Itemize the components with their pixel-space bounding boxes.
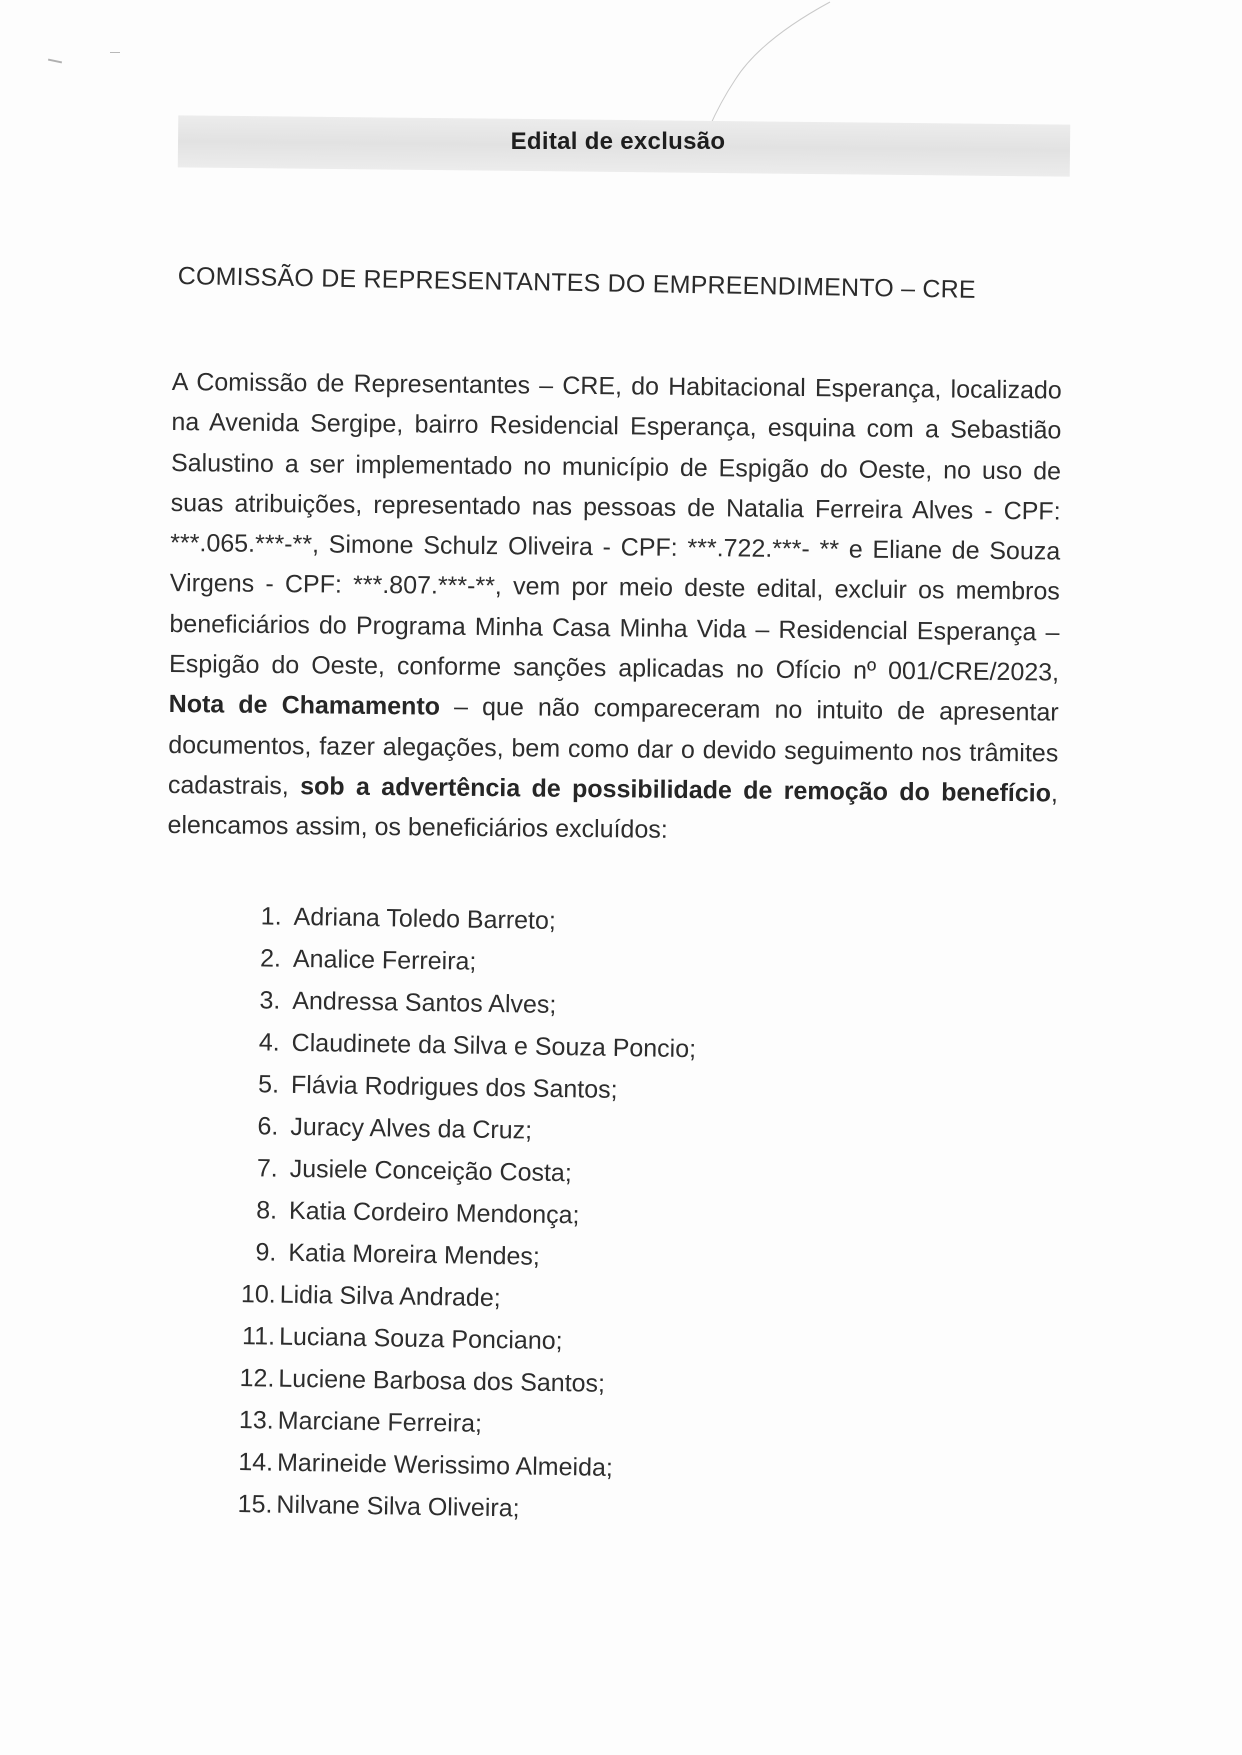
list-item-name: Katia Moreira Mendes; [288,1238,541,1271]
list-item [234,1231,693,1280]
excluded-beneficiaries-list [230,895,698,1532]
list-item-name: Flávia Rodrigues dos Santos; [290,1070,618,1104]
list-item [231,1441,690,1490]
list-item [239,937,698,986]
commission-heading: COMISSÃO DE REPRESENTANTES DO EMPREENDIMENTO – CRE [177,262,976,304]
list-item-number: 8. [255,1196,278,1225]
list-item-name: Adriana Toledo Barreto; [293,902,557,935]
scan-speck [48,59,62,64]
list-item-number: 11. [241,1322,276,1351]
list-item [239,895,698,944]
list-item [237,1021,696,1070]
list-item [233,1315,692,1364]
list-item-number: 4. [258,1028,280,1057]
list-item-number: 2. [259,944,282,973]
paragraph-bold-warning: sob a advertência de possibilidade de remoção do benefício [300,772,1052,808]
document-title: Edital de exclusão [510,128,726,155]
list-item-number: 12. [239,1364,275,1393]
list-item [232,1357,691,1406]
list-item-name: Analice Ferreira; [292,944,477,976]
list-item-name: Jusiele Conceição Costa; [289,1154,572,1188]
list-item [236,1105,695,1154]
list-item [235,1189,694,1238]
list-item-name: Marciane Ferreira; [277,1406,483,1438]
list-item-name: Luciana Souza Ponciano; [278,1322,563,1356]
list-item-number: 15. [237,1490,273,1519]
list-item-name: Marineide Werissimo Almeida; [276,1448,614,1482]
list-item [238,979,697,1028]
list-item-number: 3. [259,986,281,1015]
list-item-number: 13. [238,1406,274,1435]
paragraph-text-2: – que não compareceram no intuito de apresentar documentos, fazer alegações, bem como dar o devido seguimento nos trâmites cadastrais, [167,692,1059,801]
list-item [233,1273,692,1322]
list-item-name: Nilvane Silva Oliveira; [276,1490,520,1523]
list-item-number: 7. [256,1154,278,1183]
list-item-name: Andressa Santos Alves; [292,986,557,1019]
list-item [235,1147,694,1196]
list-item-number: 9. [255,1238,277,1267]
list-item-number: 1. [260,902,282,931]
list-item [230,1483,689,1532]
list-item-number: 14. [238,1448,274,1477]
list-item-name: Claudinete da Silva e Souza Poncio; [291,1028,697,1064]
list-item-number: 6. [257,1112,279,1141]
scan-speck [110,52,120,53]
paragraph-bold-notice: Nota de Chamamento [168,690,441,721]
list-item-name: Juracy Alves da Cruz; [290,1112,533,1145]
paragraph-text-3: , elencamos assim, os beneficiários excluídos: [167,779,1059,845]
paragraph-text-1: A Comissão de Representantes – CRE, do Habitacional Esperança, localizado na Avenida Sergipe, bairro Residencial Esperança, esquina com a Sebastião Salustino a ser implementado no município de Espigão do Oeste, no uso de suas atribuições, representado nas pessoas de Natalia Ferreira Alves - CPF: ***.065.***-**, Simone Schulz Oliveira - CPF: ***.722.***- ** e Eliane de Souza Virgens - CPF: ***.807.***-**, vem por meio deste edital, excluir os membros beneficiários do Programa Minha Casa Minha Vida – Residencial Esperança – Espigão do Oeste, conforme sanções aplicadas no Ofício nº 001/CRE/2023, [168,367,1062,687]
list-item-number: 5. [257,1070,280,1099]
list-item [231,1399,690,1448]
list-item-name: Luciene Barbosa dos Santos; [278,1364,606,1398]
list-item [237,1063,696,1112]
list-item-number: 10. [240,1280,276,1309]
list-item-name: Lidia Silva Andrade; [279,1280,501,1313]
list-item-name: Katia Cordeiro Mendonça; [288,1196,580,1230]
edict-paragraph [167,362,1062,854]
